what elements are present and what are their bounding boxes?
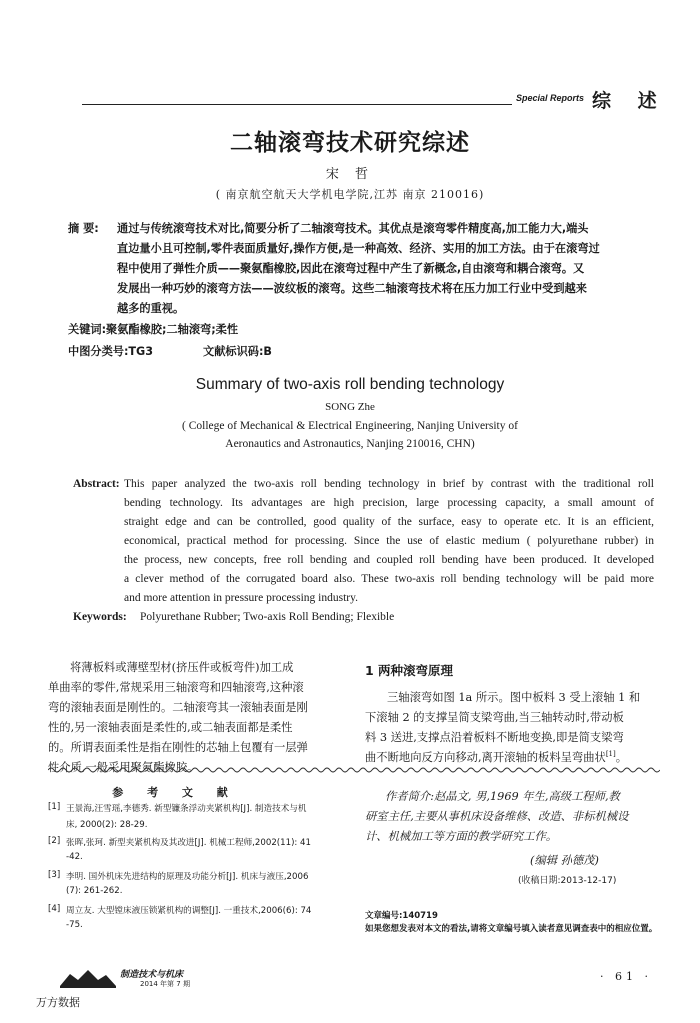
journal-section-en: Special Reports — [516, 93, 585, 103]
article-note: 如果您想发表对本文的看法,请将文章编号填入读者意见调查表中的相应位置。 — [365, 924, 658, 934]
abstract-en-label: Abstract: — [73, 478, 120, 490]
abstract-cn-line: 通过与传统滚弯技术对比,简要分析了二轴滚弯技术。其优点是滚弯零件精度高,加工能力大,端头 — [117, 222, 589, 235]
author-intro-line: 作者简介:赵晶文, 男,1969 年生,高级工程师,教 — [385, 790, 620, 803]
reference-text: -75. — [66, 920, 83, 930]
wavy-divider — [48, 766, 660, 774]
header-rule — [82, 104, 512, 105]
reference-text: 李明. 国外机床先进结构的原理及功能分析[J]. 机床与液压,2006 — [66, 872, 309, 882]
reference-text: 周立友. 大型镗床液压锁紧机构的调整[J]. 一重技术,2006(6): 74 — [66, 906, 312, 916]
clc-number: 中图分类号:TG3 — [68, 345, 154, 358]
references-title: 参 考 文 献 — [112, 786, 238, 799]
body-line: 料 3 送进,支撑点沿着板料不断地变换,即是简支梁弯 — [365, 731, 624, 744]
body-line: 性的,另一滚轴表面是柔性的,或二轴表面都是柔性 — [48, 721, 293, 734]
paper-title-en: Summary of two-axis roll bending technology — [195, 376, 505, 393]
editor-note: (编辑 孙德茂) — [530, 854, 599, 867]
author-cn: 宋 哲 — [325, 167, 375, 182]
journal-logo-icon — [58, 966, 118, 990]
keywords-en-label: Keywords: — [73, 611, 127, 623]
reference-number: [4] — [48, 904, 61, 914]
author-intro-line: 研室主任,主要从事机床设备维修、改造、非标机械设 — [365, 810, 629, 823]
page-number: · 61 · — [600, 970, 652, 983]
journal-name: 制造技术与机床 — [120, 970, 184, 980]
abstract-cn-line: 程中使用了弹性介质——聚氨酯橡胶,因此在滚弯过程中产生了新概念,自由滚弯和耦合滚弯。又 — [117, 262, 585, 275]
keywords-en: Polyurethane Rubber; Two-axis Roll Bending; Flexible — [140, 611, 395, 623]
document-code: 文献标识码:B — [203, 345, 272, 358]
received-date: (收稿日期:2013-12-17) — [518, 876, 617, 886]
author-en: SONG Zhe — [325, 401, 375, 413]
body-line: 弯的滚轴表面是刚性的。二轴滚弯其一滚轴表面是刚 — [48, 701, 308, 714]
abstract-en-line: and more attention in pressure processing industry. — [124, 592, 358, 604]
body-line: 单曲率的零件,常规采用三轴滚弯和四轴滚弯,这种滚 — [48, 681, 304, 694]
abstract-en-line: straight edge and can be controlled, good quality of the surface, easy to operate etc. It is an efficient, — [124, 516, 654, 528]
reference-text: 张晖,张珂. 新型夹紧机构及其改进[J]. 机械工程师,2002(11): 41 — [66, 838, 311, 848]
abstract-cn-line: 发展出一种巧妙的滚弯方法——波纹板的滚弯。这些二轴滚弯技术将在压力加工行业中受到越来 — [117, 282, 587, 295]
abstract-cn-label: 摘 要: — [68, 222, 99, 235]
reference-number: [2] — [48, 836, 61, 846]
abstract-en-line: economical, practical method for processing. Since the use of elastic medium ( polyurethane rubber) in — [124, 535, 654, 547]
reference-number: [1] — [48, 802, 61, 812]
body-line: 的。所谓表面柔性是指在刚性的芯轴上包覆有一层弹 — [48, 741, 308, 754]
paper-title: 二轴滚弯技术研究综述 — [230, 130, 470, 156]
abstract-en-line: the process, new concepts, free roll bending and coupled roll bending have been produced. It developed — [124, 554, 654, 566]
affiliation-en-line: ( College of Mechanical & Electrical Engineering, Nanjing University of — [182, 420, 518, 432]
journal-issue: 2014 年第 7 期 — [140, 980, 190, 988]
reference-text: 王景海,汪雪瑶,李德秀. 新型镰条浮动夹紧机构[J]. 制造技术与机 — [66, 804, 307, 814]
reference-number: [3] — [48, 870, 61, 880]
journal-section-cn: 综 述 — [592, 90, 667, 112]
watermark-text: 万方数据 — [36, 996, 80, 1009]
body-line: 性介质,一般采用聚氨酯橡胶。 — [48, 761, 199, 774]
body-line: 三轴滚弯如图 1a 所示。图中板料 3 受上滚轴 1 和 — [387, 691, 641, 704]
reference-text: (7): 261-262. — [66, 886, 123, 896]
abstract-en-line: a clever method of the corrugated board also. These two-axis roll bending technology will be paid more — [124, 573, 654, 585]
section-heading: 1 两种滚弯原理 — [365, 663, 454, 678]
affiliation-en-line: Aeronautics and Astronautics, Nanjing 210016, CHN) — [225, 438, 475, 450]
article-number: 文章编号:140719 — [365, 911, 438, 921]
body-line: 将薄板料或薄壁型材(挤压件或板弯件)加工成 — [70, 661, 294, 674]
citation: [1] — [605, 750, 616, 758]
abstract-en-line: bending technology. Its advantages are high precision, large processing capacity, a small amount of — [124, 497, 654, 509]
reference-text: 床, 2000(2): 28-29. — [66, 820, 148, 830]
body-line: 曲不断地向反方向移动,离开滚轴的板料呈弯曲状[1]。 — [365, 750, 628, 764]
keywords-cn: 关键词:聚氨酯橡胶;二轴滚弯;柔性 — [68, 323, 239, 336]
affiliation-cn: ( 南京航空航天大学机电学院,江苏 南京 210016) — [215, 188, 485, 201]
reference-text: -42. — [66, 852, 83, 862]
abstract-en-line: This paper analyzed the two-axis roll bending technology in brief by contrast with the traditional roll — [124, 478, 654, 490]
body-line: 下滚轴 2 的支撑呈简支梁弯曲,当三轴转动时,带动板 — [365, 711, 624, 724]
abstract-cn-line: 越多的重视。 — [117, 302, 185, 315]
author-intro-line: 计、机械加工等方面的教学研究工作。 — [365, 830, 558, 843]
abstract-cn-line: 直边量小且可控制,零件表面质量好,操作方便,是一种高效、经济、实用的加工方法。由于在滚弯过 — [117, 242, 600, 255]
